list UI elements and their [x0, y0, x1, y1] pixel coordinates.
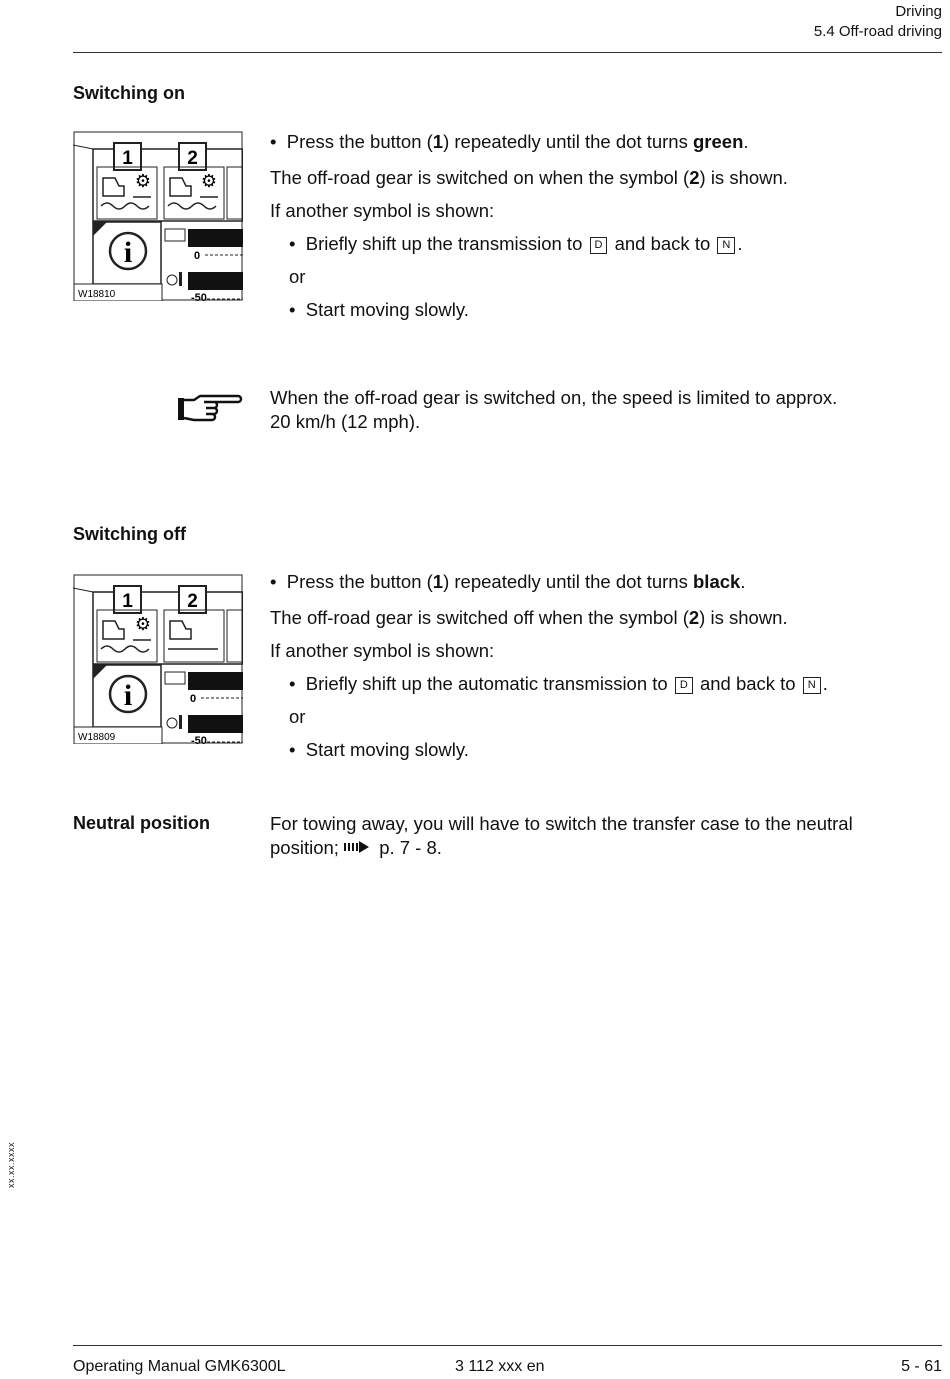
footer-rule [73, 1345, 942, 1346]
footer-page-number: 5 - 61 [901, 1358, 942, 1375]
side-document-code: xx.xx.xxxx [6, 1141, 16, 1188]
chapter-title: Driving [895, 3, 942, 20]
page-reference-link[interactable]: p. 7 - 8. [379, 837, 442, 858]
header-rule [73, 52, 942, 53]
figure-label-1: 1 [122, 148, 133, 169]
key-n: N [803, 677, 821, 694]
switch-on-sub1: • Briefly shift up the transmission to D and back to N . [289, 233, 743, 254]
heading-neutral-position: Neutral position [73, 813, 211, 833]
switch-off-sub1: • Briefly shift up the automatic transmission to D and back to N . [289, 673, 828, 694]
display-figure-switch-on [73, 131, 243, 301]
neutral-text: For towing away, you will have to switch the transfer case to the neutral position; p. 7 - 8. [270, 813, 853, 858]
figure-code-w18810: W18810 [78, 289, 116, 300]
switch-off-result: The off-road gear is switched off when the symbol (2) is shown. [270, 607, 788, 628]
figure-label-1: 1 [122, 591, 133, 612]
figure-label-2: 2 [187, 148, 198, 169]
figure-gauge-zero: 0 [190, 693, 197, 705]
figure-gauge-minus50: -50 [191, 292, 207, 301]
switch-on-or: or [289, 266, 306, 287]
display-figure-switch-off [73, 574, 243, 744]
heading-switching-off: Switching off [73, 524, 186, 544]
key-d: D [675, 677, 693, 694]
figure-code-w18809: W18809 [78, 732, 116, 743]
switch-off-other-symbol: If another symbol is shown: [270, 640, 495, 661]
note-text: When the off-road gear is switched on, the speed is limited to approx. 20 km/h (12 mph). [270, 387, 838, 432]
switch-on-other-symbol: If another symbol is shown: [270, 200, 495, 221]
svg-text:⚙: ⚙ [200, 171, 218, 192]
figure-gauge-minus50: -50 [191, 735, 207, 744]
svg-text:⚙: ⚙ [134, 614, 152, 635]
figure-label-2: 2 [187, 591, 198, 612]
key-n: N [717, 237, 735, 254]
switch-off-bullet: • Press the button (1) repeatedly until the dot turns black. [270, 571, 746, 592]
footer-manual-title: Operating Manual GMK6300L [73, 1358, 286, 1375]
footer-document-number: 3 112 xxx en [455, 1358, 545, 1375]
pointing-hand-icon [176, 390, 244, 426]
switch-on-bullet: • Press the button (1) repeatedly until the dot turns green. [270, 131, 749, 152]
section-title: 5.4 Off-road driving [813, 23, 942, 40]
running-header [814, 2, 942, 42]
reference-arrow-icon [344, 839, 374, 855]
switch-off-or: or [289, 706, 306, 727]
switch-off-sub2: • Start moving slowly. [289, 739, 469, 760]
svg-text:i: i [123, 236, 133, 269]
svg-text:i: i [123, 679, 133, 712]
switch-on-sub2: • Start moving slowly. [289, 299, 469, 320]
switch-on-result: The off-road gear is switched on when the symbol (2) is shown. [270, 167, 788, 188]
figure-gauge-zero: 0 [194, 250, 201, 262]
svg-text:⚙: ⚙ [134, 171, 152, 192]
heading-switching-on: Switching on [73, 83, 185, 103]
key-d: D [590, 237, 608, 254]
